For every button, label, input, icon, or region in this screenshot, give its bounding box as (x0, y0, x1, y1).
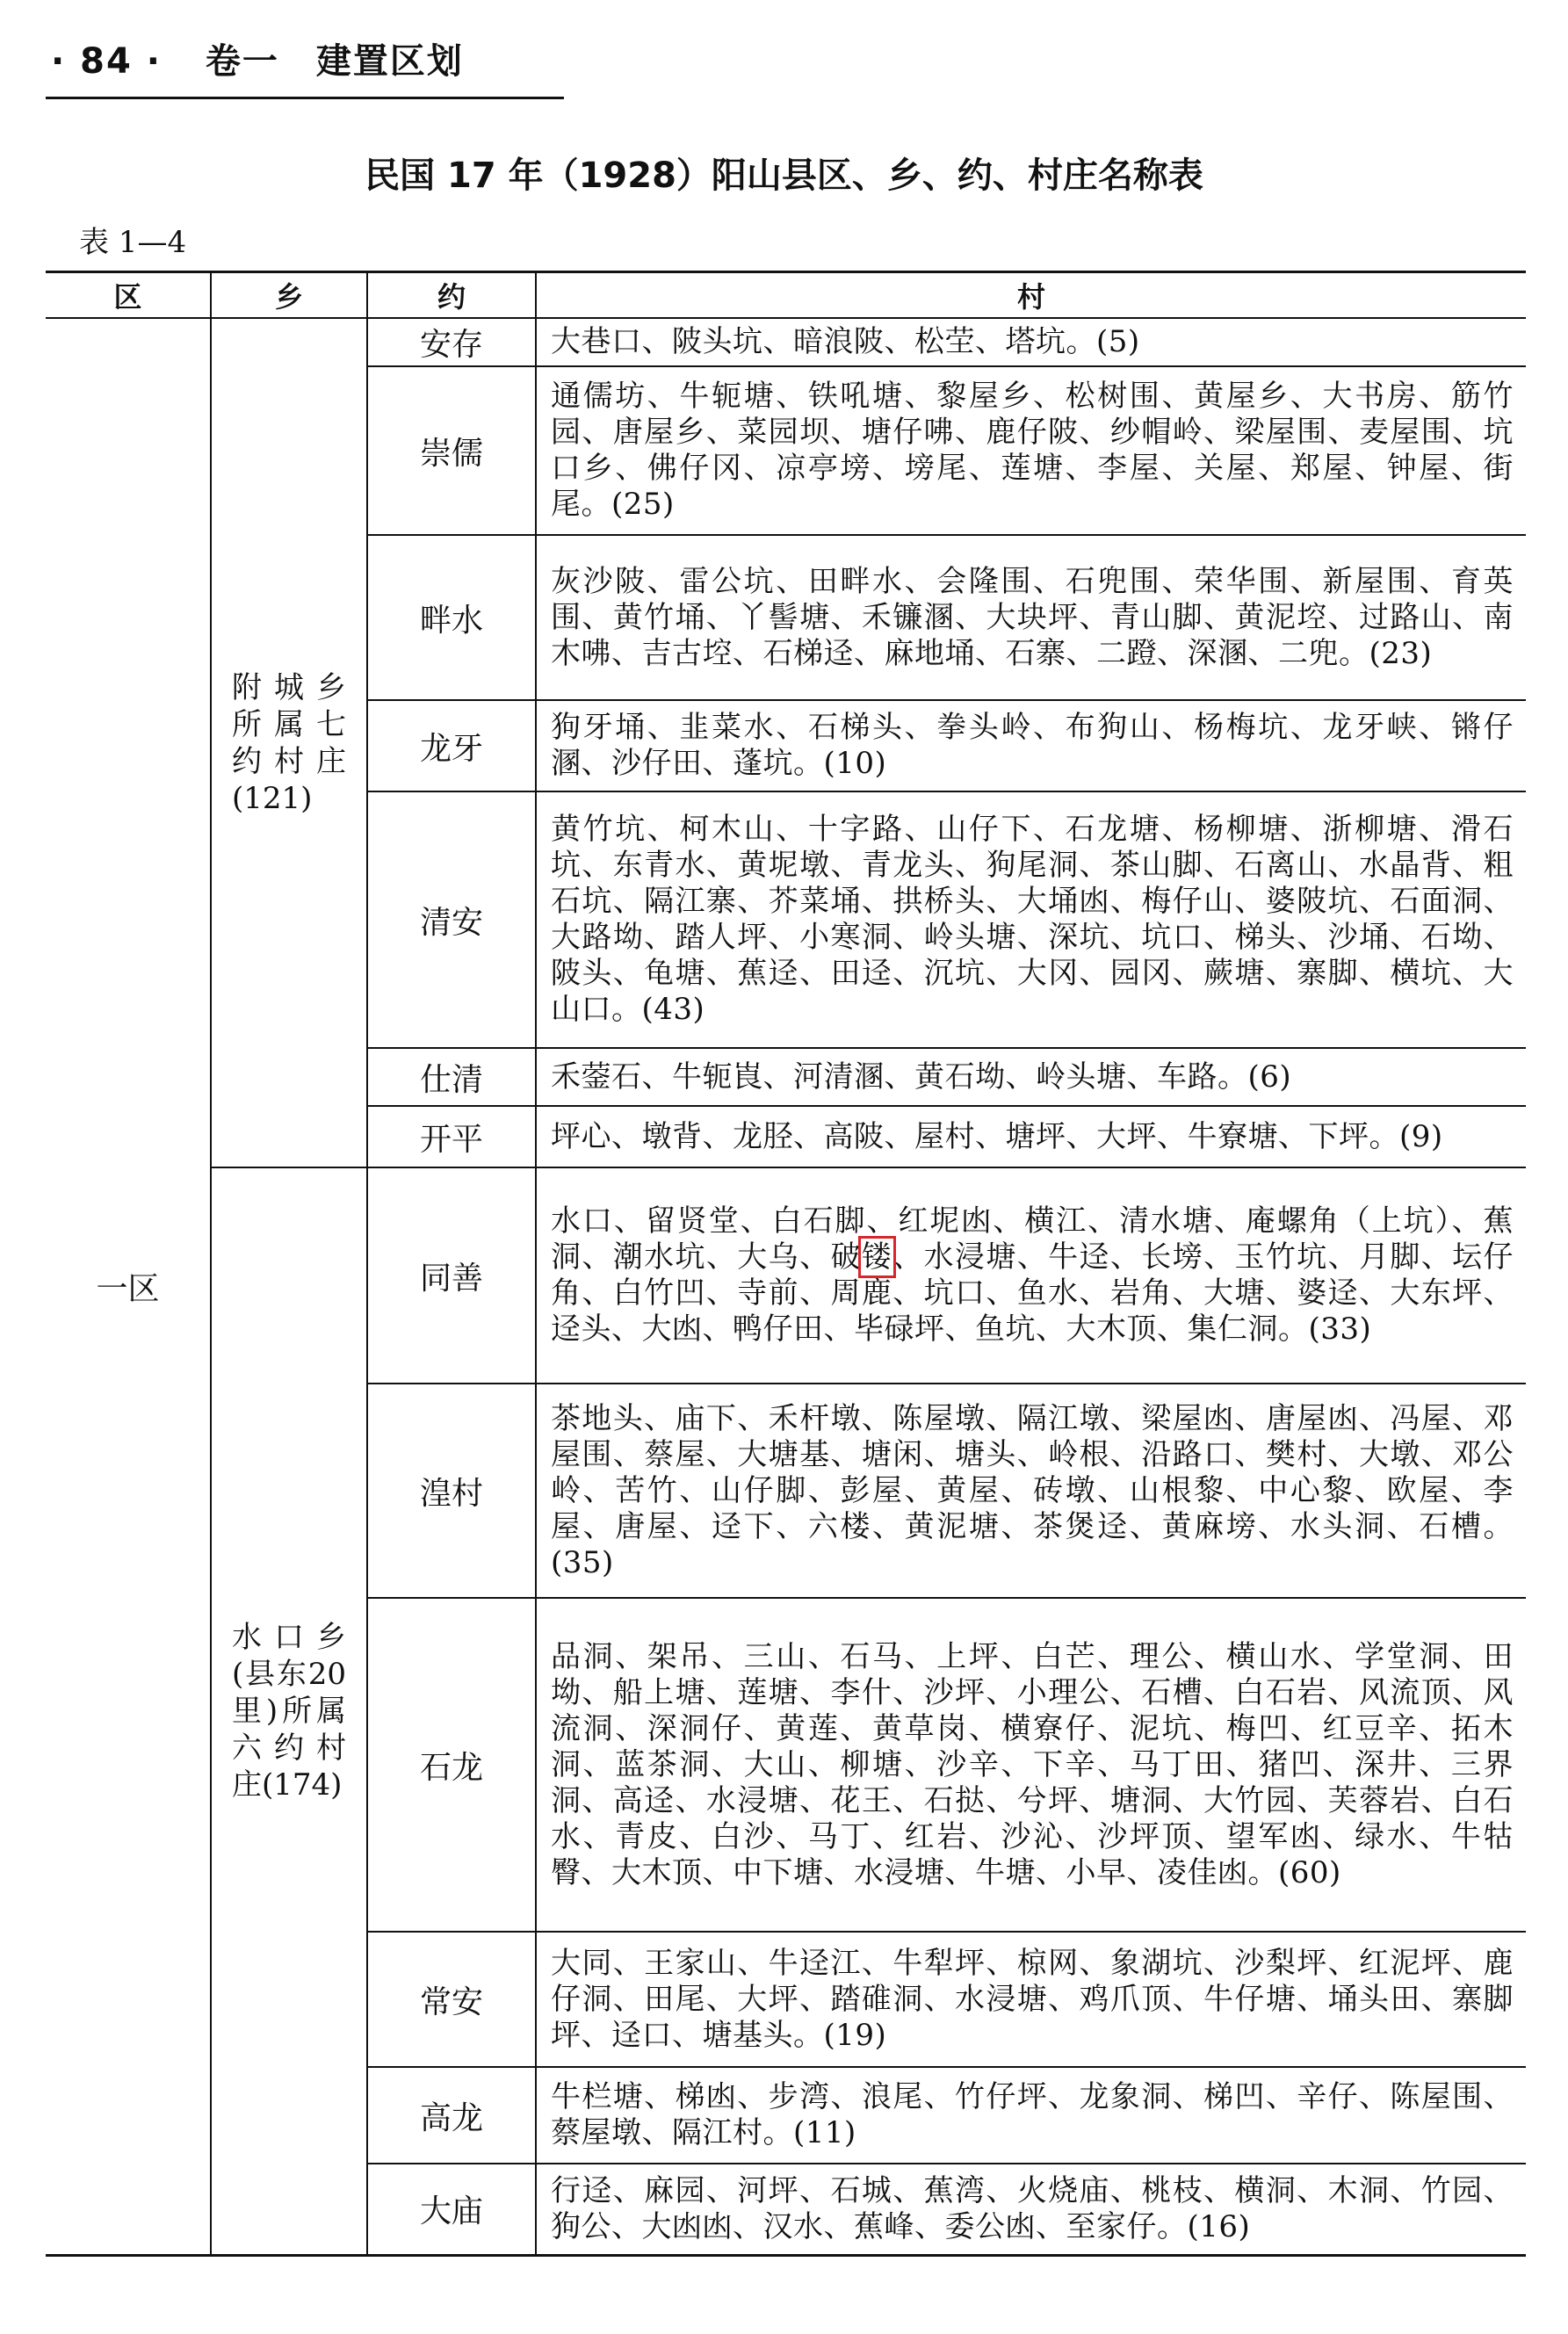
highlighted-character: 镂 (861, 1239, 893, 1275)
header-xiang: 乡 (211, 272, 367, 319)
village-cell: 狗牙埇、韭菜水、石梯头、拳头岭、布狗山、杨梅坑、龙牙峡、锵仔溷、沙仔田、蓬坑。(10) (536, 700, 1526, 791)
village-cell: 茶地头、庙下、禾杆墩、陈屋墩、隔江墩、梁屋凼、唐屋凼、冯屋、邓屋围、蔡屋、大塘基、塘闲、塘头、岭根、沿路口、樊村、大墩、邓公岭、苦竹、山仔脚、彭屋、黄屋、砖墩、山根黎、中心黎、欧屋、李屋、唐屋、迳下、六楼、黄泥塘、茶煲迳、黄麻塝、水头洞、石槽。(35) (536, 1384, 1526, 1598)
village-cell: 通儒坊、牛轭塘、铁吼塘、黎屋乡、松树围、黄屋乡、大书房、筋竹园、唐屋乡、菜园坝、塘仔咈、鹿仔陂、纱帽岭、梁屋围、麦屋围、坑口乡、佛仔冈、凉亭塝、塝尾、莲塘、李屋、关屋、郑屋、钟屋、街尾。(25) (536, 366, 1526, 535)
yue-cell: 湟村 (367, 1384, 536, 1598)
village-name-table (46, 271, 1526, 2257)
yue-cell: 石龙 (367, 1598, 536, 1932)
yue-cell: 崇儒 (367, 366, 536, 535)
chapter-title: 卷一 建置区划 (205, 41, 464, 82)
yue-cell: 大庙 (367, 2164, 536, 2255)
village-cell: 行迳、麻园、河坪、石城、蕉湾、火烧庙、桃枝、横洞、木洞、竹园、狗公、大凼凼、汉水、蕉峰、委公凼、至家仔。(16) (536, 2164, 1526, 2255)
village-cell: 黄竹坑、柯木山、十字路、山仔下、石龙塘、杨柳塘、浙柳塘、滑石坑、东青水、黄坭墩、青龙头、狗尾洞、茶山脚、石离山、水晶背、粗石坑、隔江寨、芥菜埇、拱桥头、大埇凼、梅仔山、婆陂坑、石面洞、大路坳、踏人坪、小寒洞、岭头塘、深坑、坑口、梯头、沙埇、石坳、陂头、龟塘、蕉迳、田迳、沉坑、大冈、园冈、蕨塘、寨脚、横坑、大山口。(43) (536, 791, 1526, 1048)
village-cell: 禾蓥石、牛轭崀、河清溷、黄石坳、岭头塘、车路。(6) (536, 1048, 1526, 1106)
village-text: 水口、留贤堂、白石脚、红坭凼、横江、清水塘、庵螺角（上坑）、蕉洞、潮水坑、大乌、破 (551, 1203, 1514, 1275)
yue-cell: 同善 (367, 1167, 536, 1384)
village-cell (536, 1167, 1526, 1384)
yue-cell: 常安 (367, 1932, 536, 2067)
yue-cell: 龙牙 (367, 700, 536, 791)
township-cell (211, 1167, 367, 2255)
district-cell: 一区 (46, 318, 211, 2255)
village-cell: 大同、王家山、牛迳江、牛犁坪、椋网、象湖坑、沙梨坪、红泥坪、鹿仔洞、田尾、大坪、踏碓洞、水浸塘、鸡爪顶、牛仔塘、埇头田、寨脚坪、迳口、塘基头。(19) (536, 1932, 1526, 2067)
yue-cell: 清安 (367, 791, 536, 1048)
village-cell: 灰沙陂、雷公坑、田畔水、会隆围、石兜围、荣华围、新屋围、育英围、黄竹埇、丫髻塘、禾镰溷、大块坪、青山脚、黄泥埪、过路山、南木咈、吉古埪、石梯迳、麻地埇、石寨、二蹬、深溷、二兜。(23) (536, 535, 1526, 700)
yue-cell: 安存 (367, 318, 536, 366)
yue-cell: 开平 (367, 1106, 536, 1167)
page-number: · 84 · (51, 41, 162, 82)
township-name: 水口乡(县东20里)所属六约村庄(174) (232, 1619, 346, 1803)
table-header-row (46, 272, 1526, 319)
header-cun: 村 (536, 272, 1526, 319)
yue-cell: 畔水 (367, 535, 536, 700)
table-label: 表 1—4 (79, 225, 187, 260)
village-text: 、水浸塘、牛迳、长塝、玉竹坑、月脚、坛仔角、白竹凹、寺前、周鹿、坑口、鱼水、岩角、大塘、婆迳、大东坪、迳头、大凼、鸭仔田、毕碌坪、鱼坑、大木顶、集仁洞。(33) (551, 1239, 1514, 1347)
village-cell: 品洞、架吊、三山、石马、上坪、白芒、理公、横山水、学堂洞、田坳、船上塘、莲塘、李什、沙坪、小理公、石槽、白石岩、风流顶、风流洞、深洞仔、黄莲、黄草岗、横寮仔、泥坑、梅凹、红豆辛、拓木洞、蓝茶洞、大山、柳塘、沙辛、下辛、马丁田、猪凹、深井、三界洞、高迳、水浸塘、花王、石挞、兮坪、塘洞、大竹园、芙蓉岩、白石水、青皮、白沙、马丁、红岩、沙沁、沙坪顶、望军凼、绿水、牛牯臀、大木顶、中下塘、水浸塘、牛塘、小早、凌佳凼。(60) (536, 1598, 1526, 1932)
village-cell: 牛栏塘、梯凼、步湾、浪尾、竹仔坪、龙象洞、梯凹、辛仔、陈屋围、蔡屋墩、隔江村。(11) (536, 2067, 1526, 2164)
header-qu: 区 (46, 272, 211, 319)
header-rule (46, 97, 564, 99)
yue-cell: 仕清 (367, 1048, 536, 1106)
page-header (51, 33, 464, 83)
village-cell: 坪心、墩背、龙胫、高陂、屋村、塘坪、大坪、牛寮塘、下坪。(9) (536, 1106, 1526, 1167)
table-row (46, 318, 1526, 366)
yue-cell: 高龙 (367, 2067, 536, 2164)
township-cell (211, 318, 367, 1167)
table-title: 民国 17 年（1928）阳山县区、乡、约、村庄名称表 (365, 155, 1203, 196)
village-cell: 大巷口、陂头坑、暗浪陂、松茔、塔坑。(5) (536, 318, 1526, 366)
header-yue: 约 (367, 272, 536, 319)
township-name: 附城乡所属七约村庄(121) (232, 669, 346, 816)
table-row (46, 1167, 1526, 1384)
